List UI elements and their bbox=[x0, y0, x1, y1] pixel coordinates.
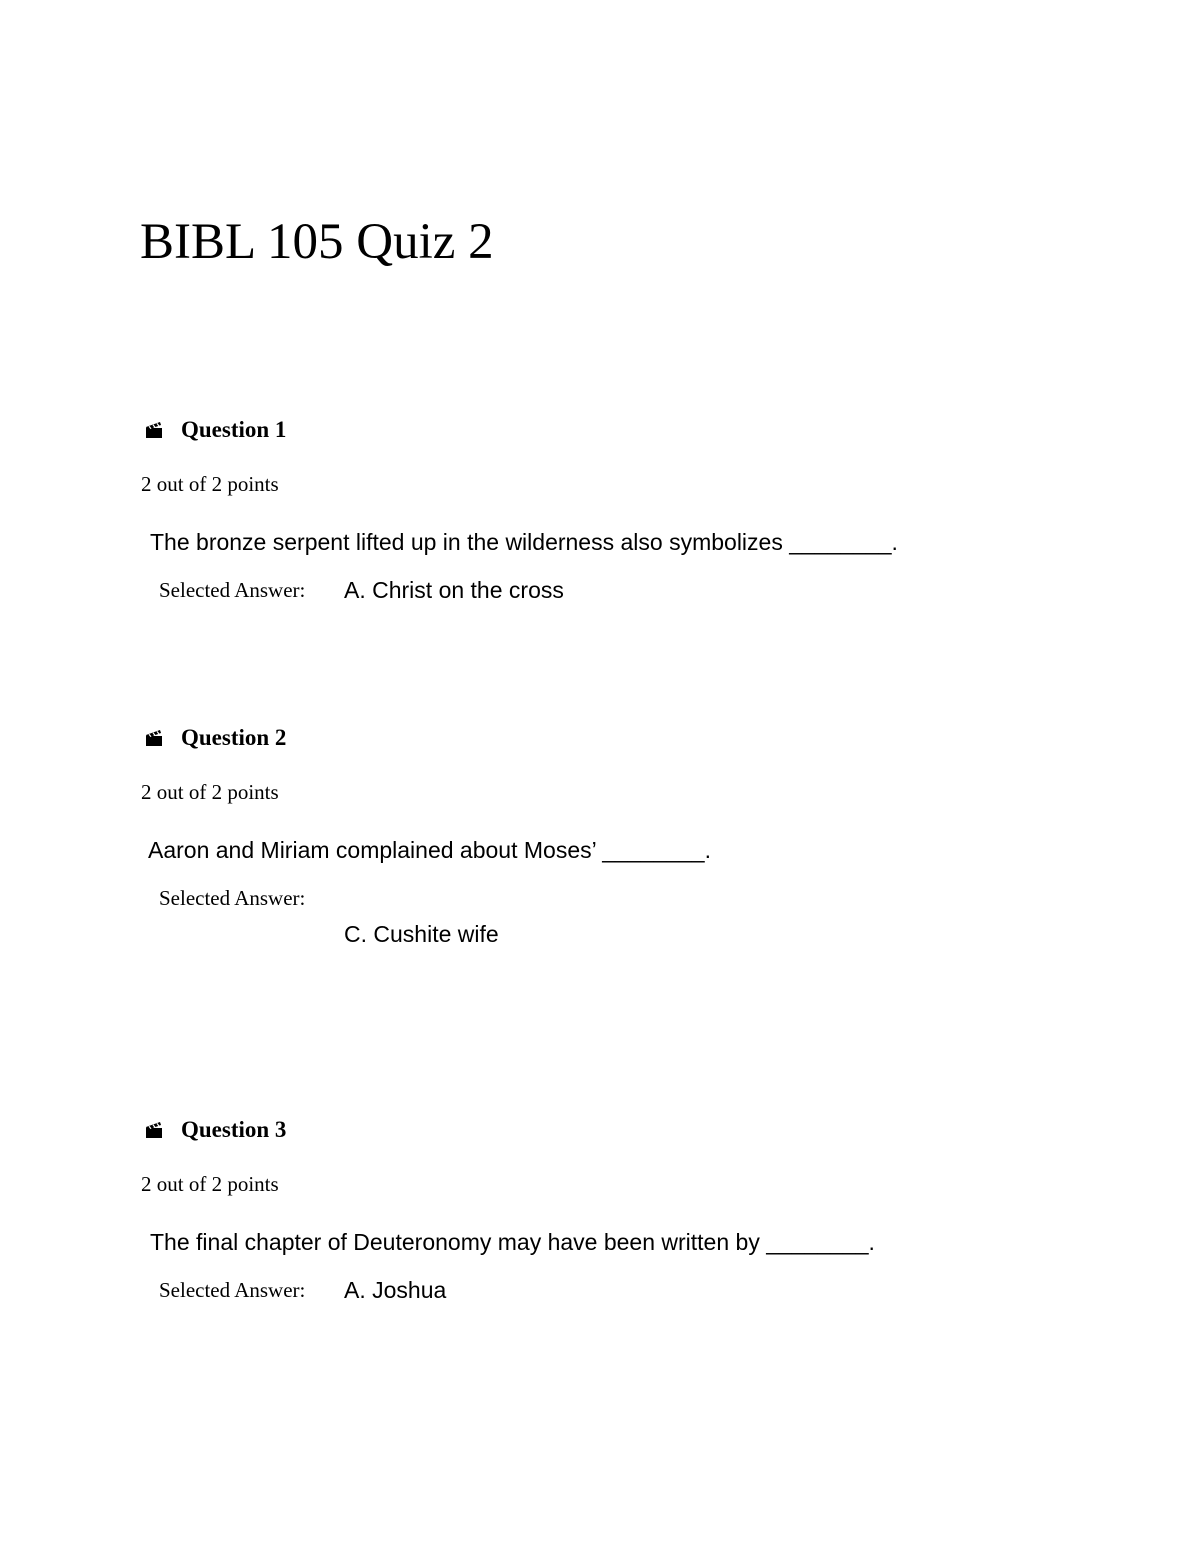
selected-answer-label: Selected Answer: bbox=[159, 578, 306, 602]
question-points: 2 out of 2 points bbox=[141, 472, 279, 496]
question-header bbox=[144, 723, 286, 753]
question-text: The bronze serpent lifted up in the wilderness also symbolizes ________. bbox=[150, 529, 898, 555]
clapperboard-icon bbox=[144, 728, 164, 748]
clapperboard-icon bbox=[144, 420, 164, 440]
page-title: BIBL 105 Quiz 2 bbox=[140, 214, 494, 270]
selected-answer-value: A. Christ on the cross bbox=[344, 577, 564, 603]
question-block bbox=[0, 723, 1200, 947]
question-header bbox=[144, 1115, 286, 1145]
question-block bbox=[0, 1115, 1200, 1315]
question-text: Aaron and Miriam complained about Moses’ ________. bbox=[148, 837, 711, 863]
question-points: 2 out of 2 points bbox=[141, 780, 279, 804]
selected-answer-value: C. Cushite wife bbox=[344, 921, 499, 947]
question-title: Question 3 bbox=[181, 1117, 287, 1142]
question-points: 2 out of 2 points bbox=[141, 1172, 279, 1196]
question-title: Question 2 bbox=[181, 725, 287, 750]
question-block bbox=[0, 415, 1200, 615]
selected-answer-value: A. Joshua bbox=[344, 1277, 447, 1303]
question-header bbox=[144, 415, 286, 445]
clapperboard-icon bbox=[144, 1120, 164, 1140]
question-text: The final chapter of Deuteronomy may have been written by ________. bbox=[150, 1229, 875, 1255]
selected-answer-label: Selected Answer: bbox=[159, 886, 306, 910]
question-title: Question 1 bbox=[181, 417, 287, 442]
selected-answer-label: Selected Answer: bbox=[159, 1278, 306, 1302]
